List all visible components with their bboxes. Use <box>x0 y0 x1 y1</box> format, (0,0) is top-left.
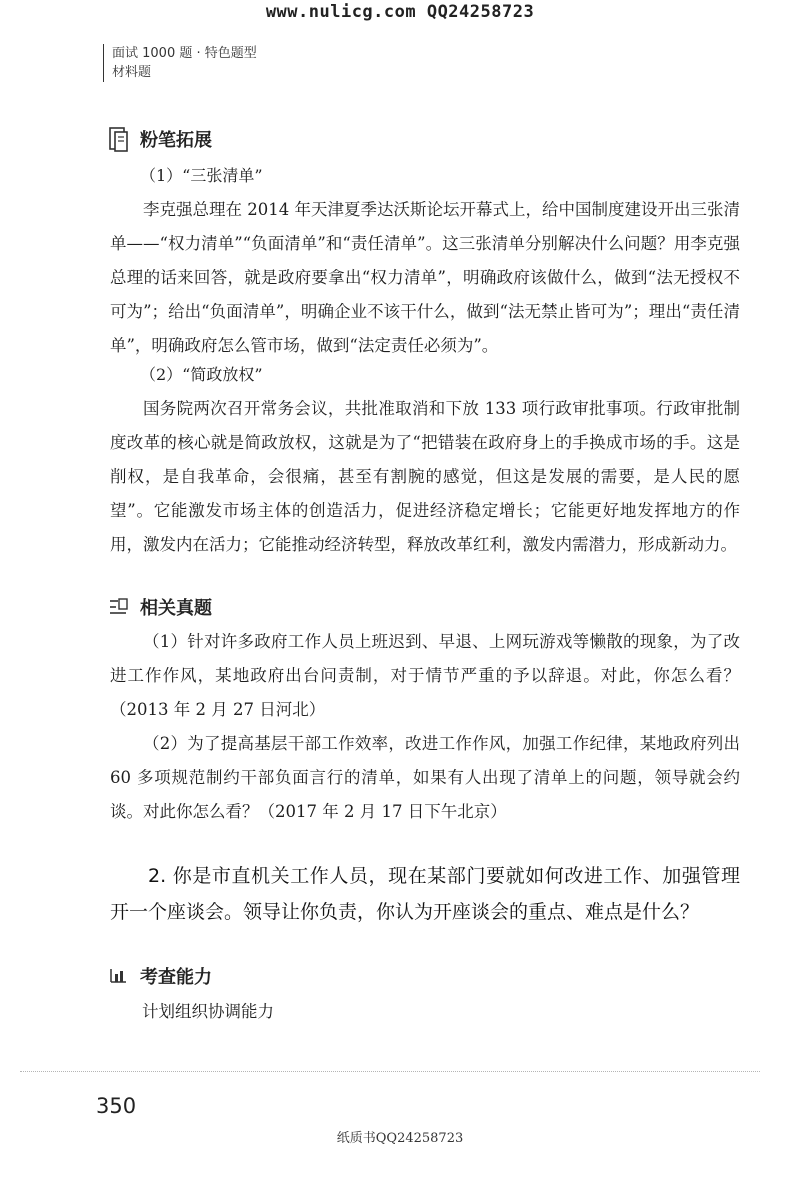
extension-item-2-paragraph: 国务院两次召开常务会议，共批准取消和下放 133 项行政审批事项。行政审批制度改革的核心就是简政放权，这就是为了“把错装在政府身上的手换成市场的手。这是削权，是自我革命，会很痛，甚至有割腕的感觉，但这是发展的需要，是人民的愿望”。它能激发市场主体的创造活力，促进经济稳定增长；它能更好地发挥地方的作用，激发内在活力；它能推动经济转型，释放改革红利，激发内需潜力，形成新动力。 <box>110 399 740 554</box>
related-section-title: 相关真题 <box>140 598 212 619</box>
related-section-heading <box>108 594 212 620</box>
ability-section-heading <box>108 963 212 989</box>
running-head-chapter: 材料题 <box>112 65 152 80</box>
running-head <box>103 44 257 82</box>
question-2: 2. 你是市直机关工作人员，现在某部门要就如何改进工作、加强管理开一个座谈会。领导让你负责，你认为开座谈会的重点、难点是什么？ <box>110 865 740 923</box>
watermark-bottom: 纸质书QQ24258723 <box>336 1131 464 1146</box>
extension-item-2-heading: （2）“简政放权” <box>140 365 263 384</box>
document-icon <box>108 596 130 618</box>
running-head-book-title: 面试 1000 题 · 特色题型 <box>112 46 257 61</box>
extension-section-title: 粉笔拓展 <box>140 130 212 151</box>
chart-icon <box>108 966 130 986</box>
book-icon <box>108 126 130 152</box>
footer-divider <box>20 1071 760 1072</box>
ability-content: 计划组织协调能力 <box>142 1002 274 1021</box>
extension-section-heading <box>108 126 212 152</box>
extension-item-1-paragraph: 李克强总理在 2014 年天津夏季达沃斯论坛开幕式上，给中国制度建设开出三张清单——“权力清单”“负面清单”和“责任清单”。这三张清单分别解决什么问题？用李克强总理的话来回答，就是政府要拿出“权力清单”，明确政府该做什么，做到“法无授权不可为”；给出“负面清单”，明确企业不该干什么，做到“法无禁止皆可为”；理出“责任清单”，明确政府怎么管市场，做到“法定责任必须为”。 <box>110 200 740 355</box>
extension-item-1-heading: （1）“三张清单” <box>140 166 263 185</box>
related-question-2: （2）为了提高基层干部工作效率，改进工作作风，加强工作纪律，某地政府列出 60 多项规范制约干部负面言行的清单，如果有人出现了清单上的问题，领导就会约谈。对此你怎么看？（2017 年 2 月 17 日下午北京） <box>110 734 740 821</box>
ability-section-title: 考查能力 <box>140 967 212 988</box>
watermark-top: www.nulicg.com QQ24258723 <box>265 2 535 22</box>
related-question-1: （1）针对许多政府工作人员上班迟到、早退、上网玩游戏等懒散的现象，为了改进工作作风，某地政府出台问责制，对于情节严重的予以辞退。对此，你怎么看？（2013 年 2 月 27 日河北） <box>110 632 740 719</box>
page-number: 350 <box>96 1094 137 1118</box>
